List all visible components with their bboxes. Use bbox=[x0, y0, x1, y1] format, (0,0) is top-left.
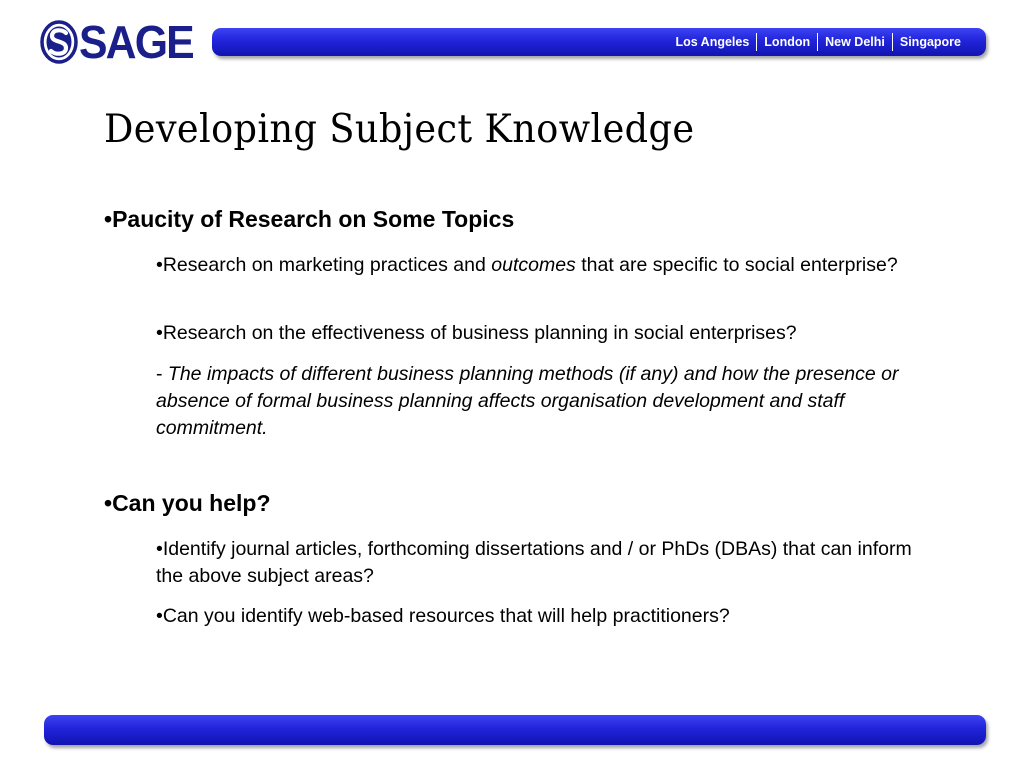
city-singapore: Singapore bbox=[899, 35, 961, 49]
city-list bbox=[668, 33, 968, 51]
bullet: • bbox=[156, 538, 163, 560]
item-text: Can you identify web-based resources that will help practitioners? bbox=[162, 605, 730, 627]
section-heading bbox=[104, 205, 514, 233]
city-london: London bbox=[764, 35, 811, 49]
section-heading bbox=[104, 489, 271, 517]
section-heading-text: Can you help? bbox=[112, 490, 271, 516]
bullet: • bbox=[156, 322, 163, 344]
footer-bar bbox=[44, 715, 986, 745]
item-text: The impacts of different business planning methods (if any) and how the presence or absence of formal business planning affects organisation development and staff commitment. bbox=[156, 363, 899, 439]
item-text: Research on marketing practices and bbox=[162, 254, 492, 276]
item-emphasis: outcomes bbox=[491, 254, 576, 276]
city-los-angeles: Los Angeles bbox=[675, 35, 750, 49]
city-new-delhi: New Delhi bbox=[825, 35, 885, 49]
bullet: • bbox=[156, 254, 163, 276]
logo-text: SAGE bbox=[79, 16, 193, 68]
bullet-item bbox=[156, 320, 936, 347]
slide-title: Developing Subject Knowledge bbox=[104, 107, 695, 152]
bullet-item bbox=[156, 603, 936, 630]
item-text: that are specific to social enterprise? bbox=[575, 254, 898, 276]
bullet: • bbox=[156, 605, 163, 627]
bullet: • bbox=[104, 490, 113, 516]
bullet-item bbox=[156, 536, 936, 590]
sage-logo bbox=[40, 16, 201, 68]
dash: - bbox=[156, 363, 168, 385]
header-bar bbox=[212, 28, 986, 56]
item-text: Identify journal articles, forthcoming dissertations and / or PhDs (DBAs) that can inform the above subject areas? bbox=[156, 538, 912, 587]
sage-logo-mark-icon bbox=[40, 20, 78, 64]
bullet-item bbox=[156, 252, 936, 279]
sub-item bbox=[156, 361, 936, 442]
item-text: Research on the effectiveness of business planning in social enterprises? bbox=[162, 322, 797, 344]
bullet: • bbox=[104, 206, 113, 232]
section-heading-text: Paucity of Research on Some Topics bbox=[112, 206, 515, 232]
